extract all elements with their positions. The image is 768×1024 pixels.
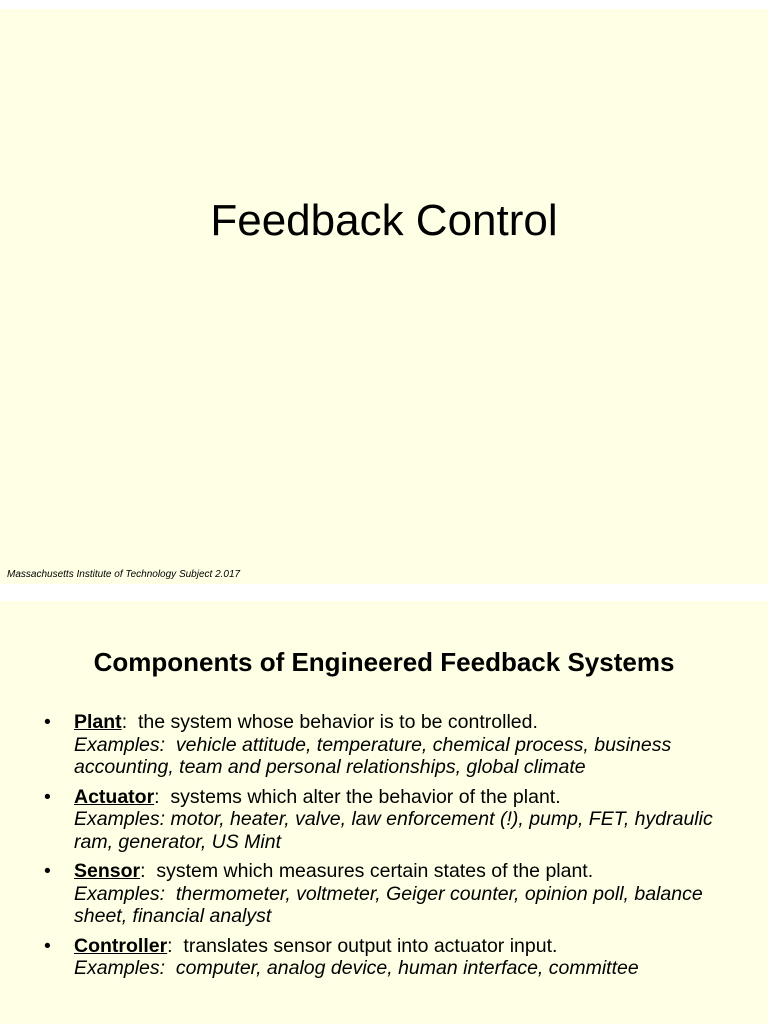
bullet-controller [0,935,768,980]
definition: systems which alter the behavior of the plant. [159,785,561,808]
bullet-icon: • [44,934,51,957]
bullet-icon: • [44,711,51,733]
term: Sensor [74,860,141,882]
examples: Examples: computer, analog device, human interface, committee [74,957,639,979]
bullet-icon: • [44,785,51,808]
examples: Examples: vehicle attitude, temperature, chemical process, business accounting, team and personal relationships, global climate [74,733,677,778]
term-separator: : [167,934,173,957]
term-separator: : [140,860,146,882]
definition: system which measures certain states of the plant. [145,860,594,882]
definition: the system whose behavior is to be controlled. [127,711,538,733]
bullet-actuator [0,786,768,854]
slide-title: Components of Engineered Feedback Systems [93,647,675,677]
examples: Examples: motor, heater, valve, law enforcement (!), pump, FET, hydraulic ram, generator, US Mint [74,808,719,853]
term-separator: : [121,711,128,733]
slide-components [0,601,768,1024]
slide-feedback-control [0,9,768,584]
slide-footer: Massachusetts Institute of Technology Subject 2.017 [7,569,241,580]
slide-title: Feedback Control [210,196,558,245]
term-separator: : [154,785,160,808]
examples: Examples: thermometer, voltmeter, Geiger counter, opinion poll, balance sheet, financial analyst [74,882,709,927]
definition: translates sensor output into actuator input. [172,934,558,957]
bullet-icon: • [44,860,51,882]
term: Controller [74,934,168,957]
bullet-sensor [0,860,768,928]
term: Plant [74,711,122,733]
term: Actuator [74,785,155,808]
bullet-plant [0,711,768,779]
bullet-list [0,711,768,987]
